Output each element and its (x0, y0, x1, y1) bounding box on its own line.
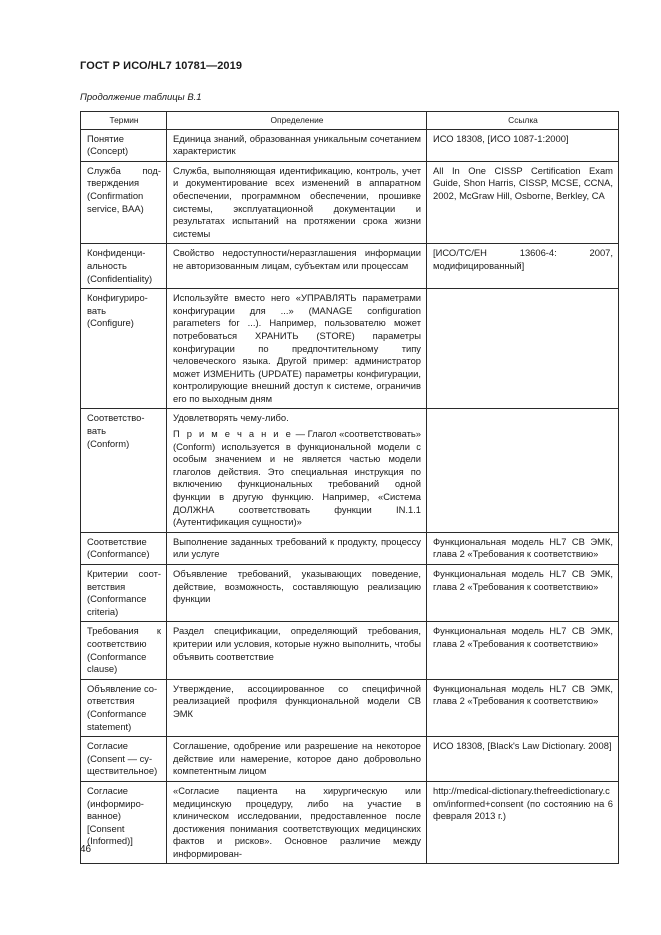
term-line: Соответствие (87, 535, 147, 547)
term-line: Соответство- (87, 412, 145, 424)
term-line: (Conformance) (87, 548, 150, 560)
table-row (81, 244, 619, 289)
term-cell (81, 532, 167, 564)
definition-cell: Утверждение, ассоциированное со специфичной реализацией профиля функциональной модели СВ ЭМК (167, 679, 427, 736)
reference-cell: ИСО 18308, [ИСО 1087-1:2000] (427, 129, 619, 161)
note-text: — Глагол «соответствовать» (Conform) используется в функциональной модели с особым значением и не является частью модели глаголов действия. Это специальная инструкция по включению функциональных требований одной функции в другую функцию. Например, «Система ДОЛЖНА соответствовать функции IN.1.1 (Аутентификация сущности)» (173, 428, 421, 528)
term-line: Критерии соот- (87, 568, 161, 579)
definition-cell: Служба, выполняющая идентификацию, контроль, учет и документирование всех изменений в аппаратном обеспечении, программном обеспечении, прошивке системы, эксплуатационной документации и результатах испытаний на протяжении срока жизни системы (167, 161, 427, 244)
term-line: ответствия (87, 695, 135, 707)
reference-cell: http://medical-dictionary.thefreedictionary.com/informed+consent (по состоянию на 6 февраля 2013 г.) (427, 781, 619, 864)
table-header-row (81, 112, 619, 130)
term-line: (информиро- (87, 797, 144, 809)
term-line: ветствия (87, 580, 126, 592)
term-cell (81, 781, 167, 864)
term-line: (Conform) (87, 437, 130, 449)
definition-cell: Единица знаний, образованная уникальным сочетанием характеристик (167, 129, 427, 161)
table-row (81, 565, 619, 622)
table-row (81, 409, 619, 532)
table-row (81, 737, 619, 782)
term-line: [Consent (87, 822, 125, 834)
term-line: ществительное) (87, 765, 158, 777)
term-line: service, BAA) (87, 202, 144, 214)
term-line: Понятие (87, 132, 124, 144)
definition-cell: Свойство недоступности/неразглашения информации не авторизованным лицам, субъектам или процессам (167, 244, 427, 289)
term-cell (81, 565, 167, 622)
term-line: statement) (87, 720, 132, 732)
term-line: (Confirmation (87, 189, 144, 201)
term-cell (81, 129, 167, 161)
term-line: criteria) (87, 605, 119, 617)
column-header-term: Термин (81, 112, 167, 130)
definition-cell: Соглашение, одобрение или разрешение на некоторое действие или намерение, которое дано добровольно компетентным лицом (167, 737, 427, 782)
page-number: 46 (80, 844, 92, 855)
reference-cell: Функциональная модель HL7 СВ ЭМК, глава 2 «Требования к соответствию» (427, 532, 619, 564)
reference-cell (427, 409, 619, 532)
term-cell (81, 622, 167, 679)
term-line: вать (87, 425, 107, 437)
term-line: (Informed)] (87, 835, 133, 847)
note-block (173, 428, 421, 529)
definition-text: Удовлетворять чему-либо. (173, 412, 289, 424)
definition-cell: «Согласие пациента на хирургическую или медицинскую процедуру, либо на участие в клиническом исследовании, предоставленное после достижения понимания соответствующих медицинских фактов и рисков». Основное различие между информирован- (167, 781, 427, 864)
term-line: (Conformance (87, 650, 147, 662)
document-header: ГОСТ Р ИСО/HL7 10781—2019 (80, 60, 243, 72)
term-line: Служба под- (87, 164, 161, 176)
term-line: тверждения (87, 177, 140, 189)
term-line: ванное) (87, 810, 121, 822)
column-header-reference: Ссылка (427, 112, 619, 130)
table-row (81, 781, 619, 864)
term-line: Объявление со- (87, 682, 158, 694)
term-cell (81, 244, 167, 289)
column-header-definition: Определение (167, 112, 427, 130)
note-label: П р и м е ч а н и е (173, 428, 293, 440)
definition-cell: Раздел спецификации, определяющий требования, критерии или условия, которые нужно выполнить, чтобы объявить соответствие (167, 622, 427, 679)
table-row (81, 161, 619, 244)
term-line: (Conformance (87, 707, 147, 719)
term-line: Конфиденци- (87, 247, 146, 259)
term-line: Конфигуриро- (87, 292, 148, 304)
definition-cell: Используйте вместо него «УПРАВЛЯТЬ параметрами конфигурации для ...» (MANAGE configuration parameters for ...). Например, пользователю может потребоваться ХРАНИТЬ (STORE) параметры конфигурации по предпочтительному типу человеческого языка. Другой пример: администратор может ИЗМЕНИТЬ (UPDATE) параметры конфигурации, контролирующие внешний доступ к системе, ограничив его по выходным дням (167, 289, 427, 409)
term-line: Согласие (87, 740, 129, 752)
term-line: Согласие (87, 784, 129, 796)
term-line: (Configure) (87, 317, 134, 329)
term-line: вать (87, 304, 107, 316)
term-line: (Concept) (87, 145, 129, 157)
term-line: (Conformance (87, 593, 147, 605)
term-line: (Confidentiality) (87, 272, 153, 284)
definition-cell (167, 409, 427, 532)
reference-cell: Функциональная модель HL7 СВ ЭМК, глава 2 «Требования к соответствию» (427, 565, 619, 622)
table-row (81, 532, 619, 564)
reference-cell: [ИСО/ТС/ЕН 13606-4: 2007, модифицированный] (427, 244, 619, 289)
term-line: clause) (87, 663, 118, 675)
table-row (81, 679, 619, 736)
reference-cell: Функциональная модель HL7 СВ ЭМК, глава 2 «Требования к соответствию» (427, 622, 619, 679)
table-caption: Продолжение таблицы В.1 (80, 92, 202, 103)
term-line: Требования к (87, 625, 161, 637)
table-row (81, 129, 619, 161)
table-row (81, 289, 619, 409)
term-line: альность (87, 259, 127, 271)
reference-cell (427, 289, 619, 409)
term-cell (81, 737, 167, 782)
reference-cell: ИСО 18308, [Black's Law Dictionary. 2008] (427, 737, 619, 782)
term-cell (81, 161, 167, 244)
reference-cell: Функциональная модель HL7 СВ ЭМК, глава 2 «Требования к соответствию» (427, 679, 619, 736)
term-cell (81, 409, 167, 532)
definition-cell: Объявление требований, указывающих поведение, действие, возможность, составляющую реализацию функции (167, 565, 427, 622)
definition-cell: Выполнение заданных требований к продукту, процессу или услуге (167, 532, 427, 564)
terms-table (80, 111, 619, 864)
term-cell (81, 679, 167, 736)
reference-cell: All In One CISSP Certification Exam Guide, Shon Harris, CISSP, MCSE, CCNA, 2002, McGraw Hill, Osborne, Berkley, CA (427, 161, 619, 244)
table-row (81, 622, 619, 679)
term-cell (81, 289, 167, 409)
term-line: (Consent — су- (87, 752, 153, 764)
term-line: соответствию (87, 637, 147, 649)
